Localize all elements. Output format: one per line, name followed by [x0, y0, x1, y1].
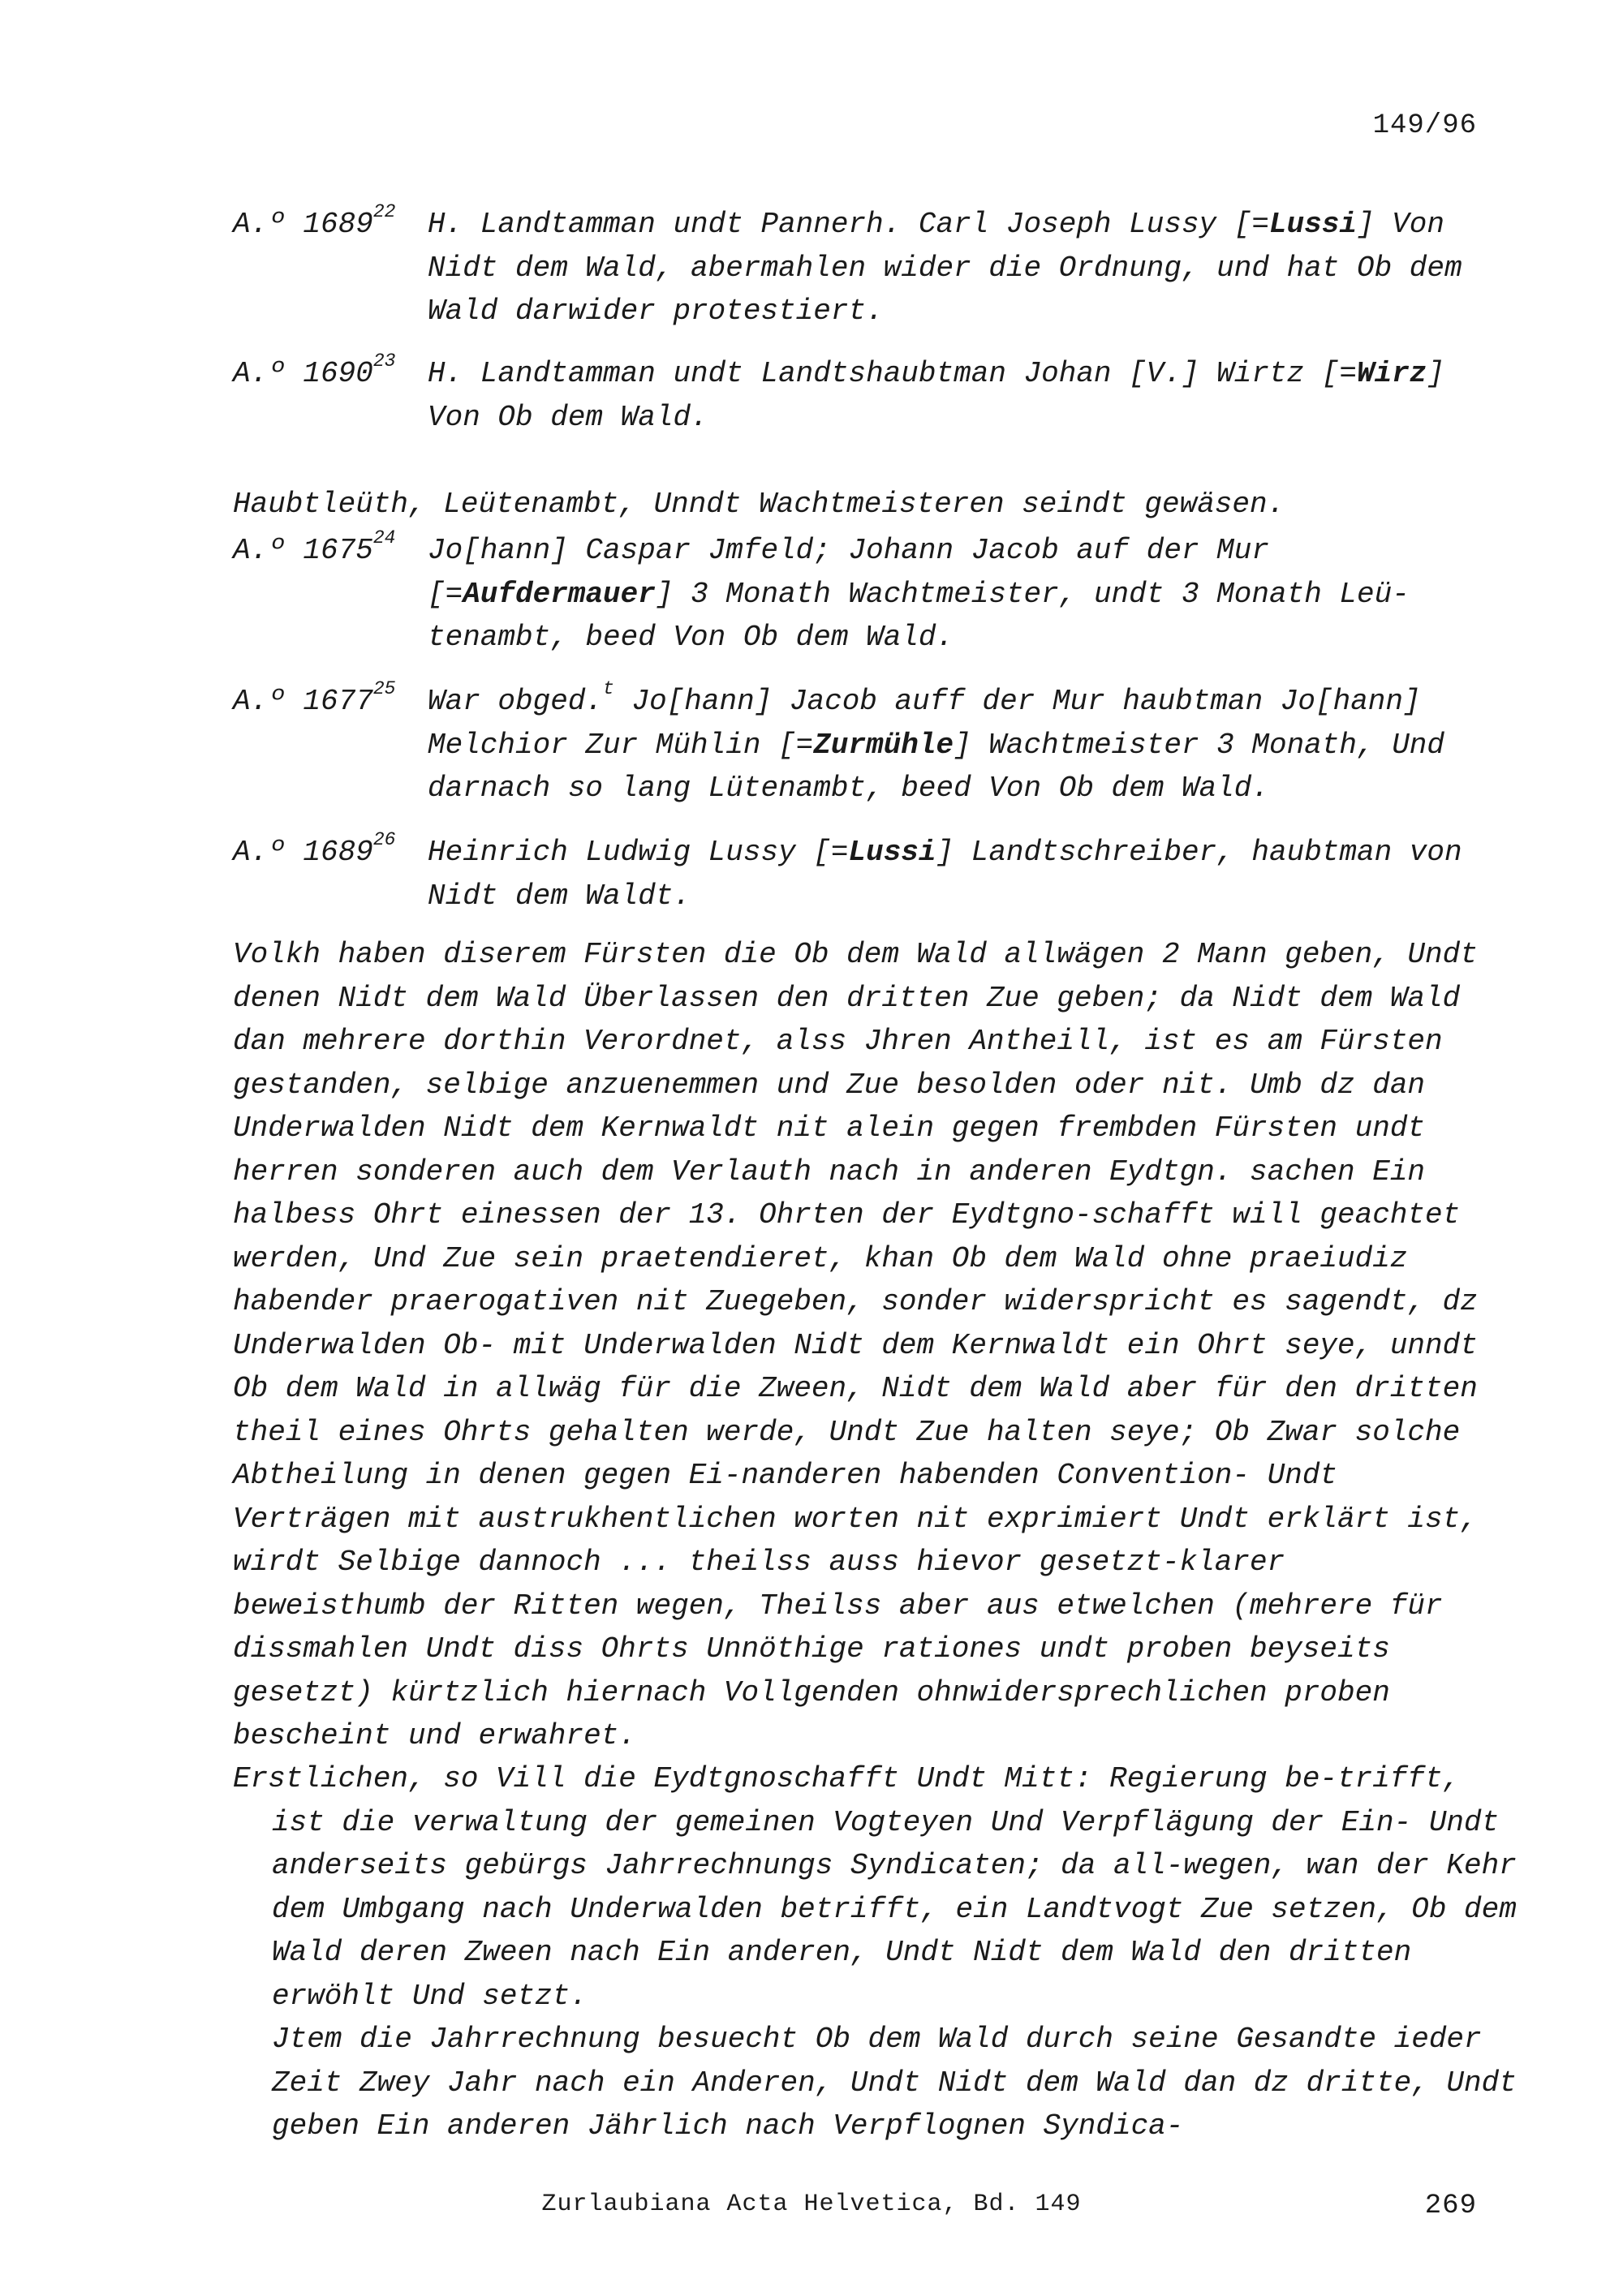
- entry-year: A.º 1689$^{22}$: [233, 201, 396, 241]
- footnote-ref: 23: [372, 350, 396, 372]
- paragraph-erstlichen: Erstlichen, so Vill die Eydtgnoschafft Undt Mitt: Regierung be-trifft, ist die verwaltung der gemeinen Vogteyen Und Verpflägung der Ein- Undt anderseits gebürgs Jahrrechnungs Syndicaten; da all-wegen, wan der Kehr dem Umbgang nach Underwalden betrifft, ein Landtvogt Zue setzen, Ob dem Wald deren Zween nach Ein anderen, Undt Nidt dem Wald den dritten erwöhlt Und setzt.: [233, 1762, 1517, 2013]
- footnote-ref: 25: [372, 678, 396, 699]
- entry-text: Jo[hann] Caspar Jmfeld; Johann Jacob auf der Mur [=Aufdermauer] 3 Monath Wachtmeister, undt 3 Monath Leü-tenambt, beed Von Ob dem Wald.: [428, 534, 1410, 654]
- section-heading: Haubtleüth, Leütenambt, Unndt Wachtmeisteren seindt gewäsen.: [233, 488, 1285, 521]
- footnote-ref: 26: [372, 829, 396, 850]
- paragraph-jtem: Jtem die Jahrrechnung besuecht Ob dem Wald durch seine Gesandte ieder Zeit Zwey Jahr nach ein Anderen, Undt Nidt dem Wald dan dz dritte, Undt geben Ein anderen Jährlich nach Verpflognen Syndica-: [272, 2023, 1517, 2143]
- entry-text: H. Landtamman undt Landtshaubtman Johan [V.] Wirtz [=Wirz] Von Ob dem Wald.: [428, 357, 1445, 434]
- entry-1689-lussy: [233, 203, 1483, 333]
- entry-year: A.º 1675$^{24}$: [233, 527, 396, 567]
- footnote-ref: 24: [372, 527, 396, 548]
- paragraph-volkh: Volkh haben diserem Fürsten die Ob dem Wald allwägen 2 Mann geben, Undt denen Nidt dem Wald Überlassen den dritten Zue geben; da Nidt dem Wald dan mehrere dorthin Verordnet, alss Jhren Antheill, ist es am Fürsten gestanden, selbige anzuenemmen und Zue besolden oder nit. Umb dz dan Underwalden Nidt dem Kernwaldt nit alein gegen frembden Fürsten undt herren sonderen auch dem Verlauth nach in anderen Eydtgn. sachen Ein halbess Ohrt einessen der 13. Ohrten der Eydtgno-schafft will geachtet werden, Und Zue sein praetendieret, khan Ob dem Wald ohne praeiudiz habender praerogativen nit Zuegeben, sonder widerspricht es sagendt, dz Underwalden Ob- mit Underwalden Nidt dem Kernwaldt ein Ohrt seye, unndt Ob dem Wald in allwäg für die Zween, Nidt dem Wald aber für den dritten theil eines Ohrts gehalten werde, Undt Zue halten seye; Ob Zwar solche Abtheilung in denen gegen Ei-nanderen habenden Convention- Undt Verträgen mit austrukhentlichen worten nit exprimiert Undt erklärt ist, wirdt Selbige dannoch ... theilss auss hievor gesetzt-klarer beweisthumb der Ritten wegen, Theilss aber aus etwelchen (mehrere für dissmahlen Undt diss Ohrts Unnöthige rationes undt proben beyseits gesetzt) kürtzlich hiernach Vollgenden ohnwidersprechlichen proben bescheint und erwahret.: [233, 938, 1478, 1752]
- entry-text: War obged.$^t$ Jo[hann] Jacob auff der Mur haubtman Jo[hann] Melchior Zur Mühlin [=Zurmühle] Wachtmeister 3 Monath, Und darnach so lang Lütenambt, beed Von Ob dem Wald.: [428, 678, 1445, 805]
- entry-text: H. Landtamman undt Pannerh. Carl Joseph Lussy [=Lussi] Von Nidt dem Wald, abermahlen wider die Ordnung, und hat Ob dem Wald darwider protestiert.: [428, 208, 1462, 328]
- footer-title: Zurlaubiana Acta Helvetica, Bd. 149: [541, 2191, 1082, 2218]
- entry-year: A.º 1689$^{26}$: [233, 829, 396, 869]
- footnote-ref: 22: [372, 201, 396, 222]
- entry-1690-wirtz: [233, 352, 1483, 439]
- entry-year: A.º 1690$^{23}$: [233, 350, 396, 390]
- entry-1675-jmfeld: [233, 529, 1483, 660]
- page-number: 149/96: [1372, 110, 1477, 141]
- footer-page-number: 269: [1424, 2191, 1477, 2221]
- entry-1689-ludwig-lussy: [233, 831, 1483, 918]
- entry-text: Heinrich Ludwig Lussy [=Lussi] Landtschreiber, haubtman von Nidt dem Waldt.: [428, 836, 1462, 913]
- entry-year: A.º 1677$^{25}$: [233, 678, 396, 718]
- entry-1677-aufdermur: [233, 680, 1483, 810]
